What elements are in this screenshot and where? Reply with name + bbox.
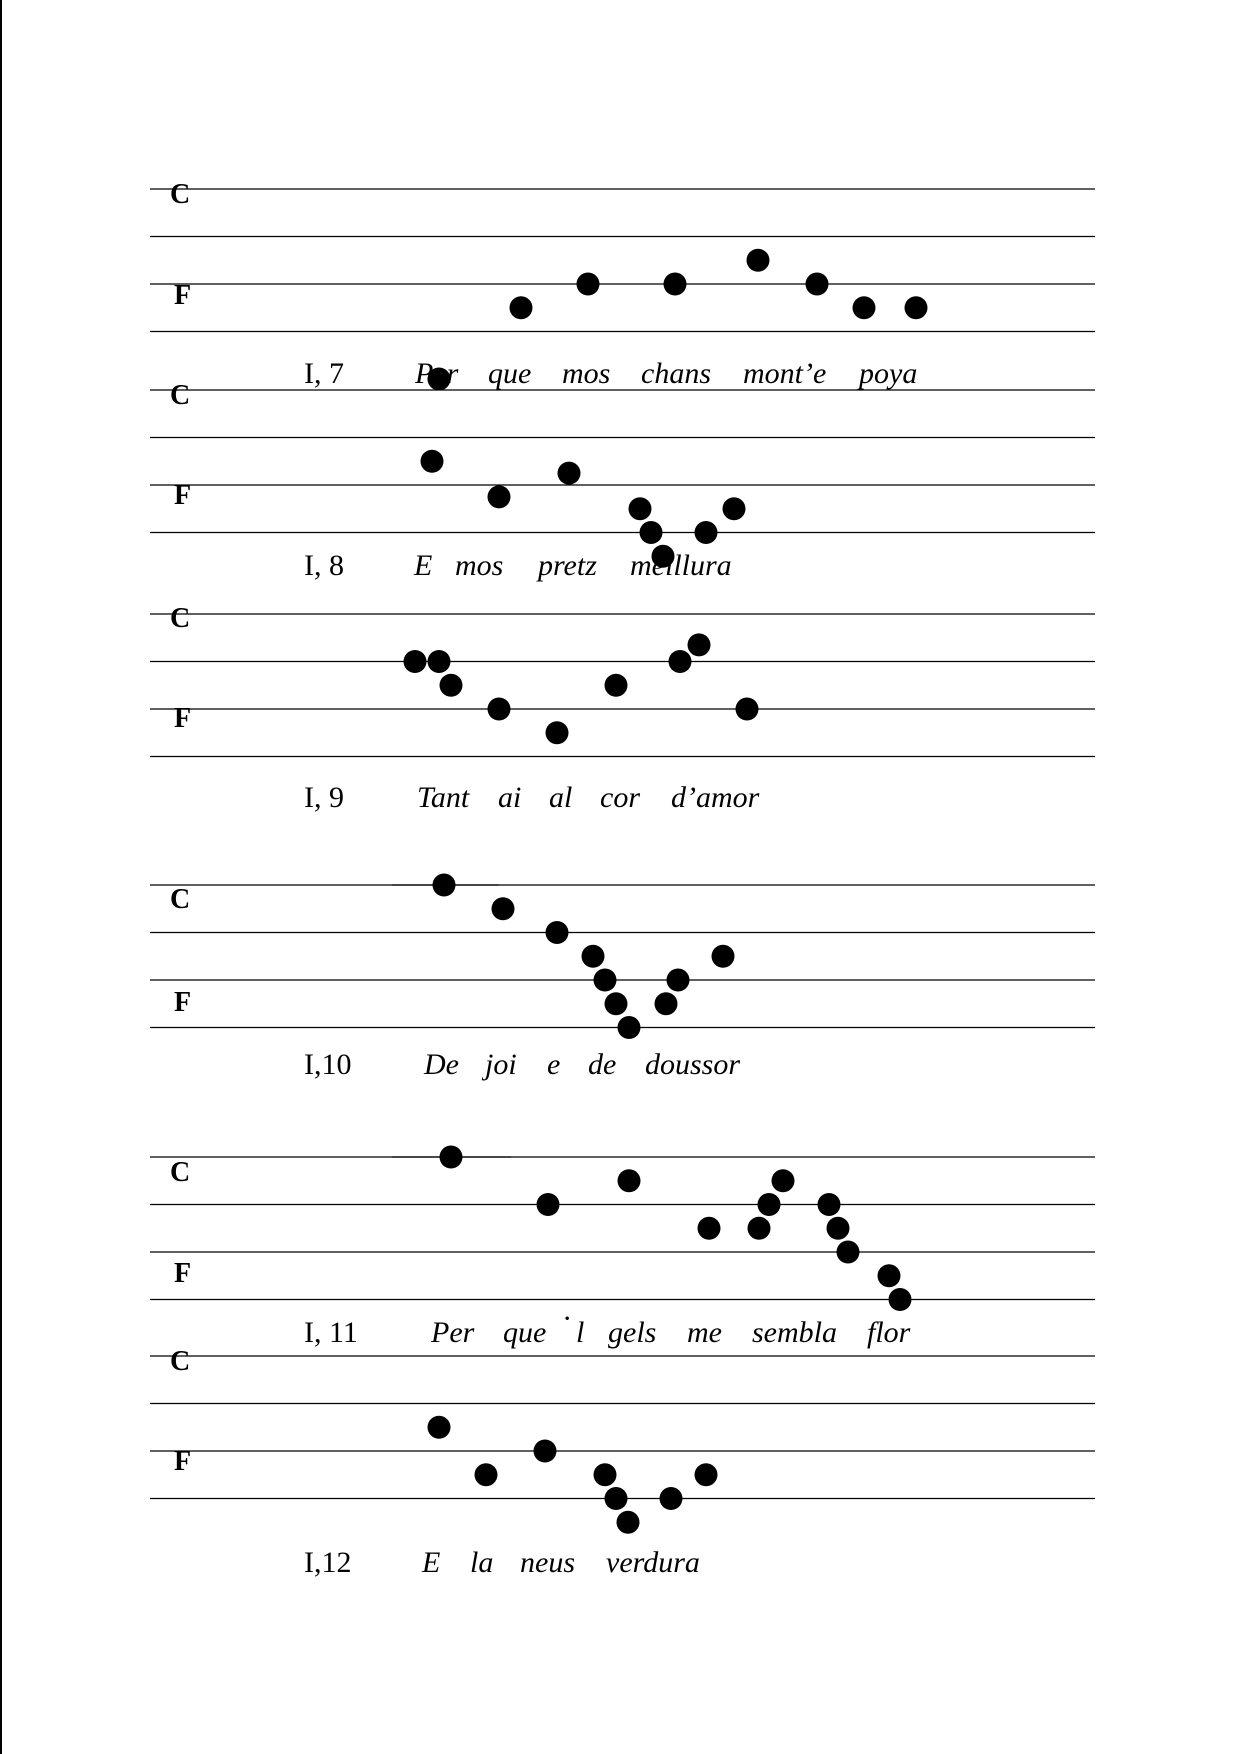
clef-c: C — [170, 603, 191, 634]
lyric-word: Per — [431, 1316, 475, 1349]
note-head — [537, 1193, 560, 1216]
lyric-word: pretz — [538, 549, 597, 582]
lyric-word: verdura — [606, 1546, 700, 1579]
lyric-word: ai — [498, 781, 522, 814]
lyric-word: que — [503, 1316, 547, 1349]
note-head — [640, 521, 663, 544]
note-head — [510, 296, 533, 319]
note-head — [660, 1487, 683, 1510]
note-head — [594, 1463, 617, 1486]
note-head — [577, 273, 600, 296]
note-head — [667, 969, 690, 992]
note-head — [492, 897, 515, 920]
note-head — [618, 1169, 641, 1192]
lyric-word: flor — [867, 1316, 911, 1349]
note-head — [546, 921, 569, 944]
lyric-word: Tant — [417, 781, 470, 814]
note-head — [758, 1193, 781, 1216]
lyric-word: me — [687, 1316, 722, 1349]
note-head — [546, 721, 569, 744]
verse-reference: I, 11 — [304, 1316, 358, 1349]
note-head — [698, 1217, 721, 1240]
clef-c: C — [170, 1157, 191, 1188]
note-head — [664, 273, 687, 296]
note-head — [594, 969, 617, 992]
note-head — [669, 650, 692, 673]
note-head — [488, 485, 511, 508]
clef-c: C — [170, 884, 191, 915]
lyric-word: meillura — [630, 549, 732, 582]
lyric-word: d’amor — [671, 781, 760, 814]
note-head — [723, 497, 746, 520]
note-head — [712, 945, 735, 968]
note-head — [827, 1217, 850, 1240]
note-head — [905, 296, 928, 319]
lyric-word: E — [422, 1546, 441, 1579]
lyric-word: la — [470, 1546, 494, 1579]
note-head — [853, 296, 876, 319]
note-head — [558, 462, 581, 485]
lyric-word: mont’e — [743, 357, 827, 390]
clef-f: F — [174, 480, 192, 511]
note-head — [428, 1416, 451, 1439]
note-head — [605, 992, 628, 1015]
note-head — [736, 698, 759, 721]
note-head — [534, 1440, 557, 1463]
lyric-word: Per — [415, 357, 459, 390]
note-head — [433, 874, 456, 897]
clef-c: C — [170, 380, 191, 411]
note-head — [629, 497, 652, 520]
verse-reference: I, 8 — [304, 549, 344, 582]
lyric-word: · — [563, 1302, 571, 1335]
note-head — [404, 650, 427, 673]
note-head — [818, 1193, 841, 1216]
note-head — [440, 674, 463, 697]
clef-f: F — [174, 1446, 192, 1477]
verse-reference: I, 7 — [304, 357, 344, 390]
note-head — [806, 273, 829, 296]
lyric-word: mos — [562, 357, 611, 390]
note-head — [837, 1241, 860, 1264]
clef-f: F — [174, 280, 192, 311]
lyric-word: sembla — [752, 1316, 837, 1349]
note-head — [655, 992, 678, 1015]
note-head — [618, 1016, 641, 1039]
note-head — [617, 1511, 640, 1534]
note-head — [605, 674, 628, 697]
note-head — [475, 1463, 498, 1486]
lyric-word: e — [547, 1048, 561, 1081]
note-head — [695, 521, 718, 544]
note-head — [889, 1288, 912, 1311]
score-canvas — [2, 0, 1240, 1754]
note-head — [747, 249, 770, 272]
lyric-word: E — [414, 549, 433, 582]
clef-f: F — [174, 1258, 192, 1289]
note-head — [440, 1146, 463, 1169]
note-head — [772, 1169, 795, 1192]
verse-reference: I, 9 — [304, 781, 344, 814]
lyric-word: cor — [600, 781, 640, 814]
lyric-word: doussor — [645, 1048, 741, 1081]
clef-c: C — [170, 179, 191, 210]
verse-reference: I,12 — [304, 1546, 352, 1579]
lyric-word: poya — [859, 357, 918, 390]
note-head — [428, 650, 451, 673]
note-head — [878, 1264, 901, 1287]
note-head — [695, 1463, 718, 1486]
clef-f: F — [174, 987, 192, 1018]
lyric-word: l — [576, 1316, 585, 1349]
note-head — [582, 945, 605, 968]
note-head — [688, 633, 711, 656]
clef-f: F — [174, 703, 192, 734]
note-head — [748, 1217, 771, 1240]
lyric-word: gels — [608, 1316, 657, 1349]
note-head — [605, 1487, 628, 1510]
note-head — [488, 698, 511, 721]
lyric-word: al — [549, 781, 573, 814]
lyric-word: neus — [520, 1546, 575, 1579]
lyric-word: chans — [641, 357, 711, 390]
note-head — [421, 450, 444, 473]
lyric-word: De — [424, 1048, 459, 1081]
lyric-word: joi — [485, 1048, 517, 1081]
lyric-word: mos — [455, 549, 504, 582]
lyric-word: de — [588, 1048, 617, 1081]
lyric-word: que — [488, 357, 532, 390]
verse-reference: I,10 — [304, 1048, 352, 1081]
clef-c: C — [170, 1346, 191, 1377]
